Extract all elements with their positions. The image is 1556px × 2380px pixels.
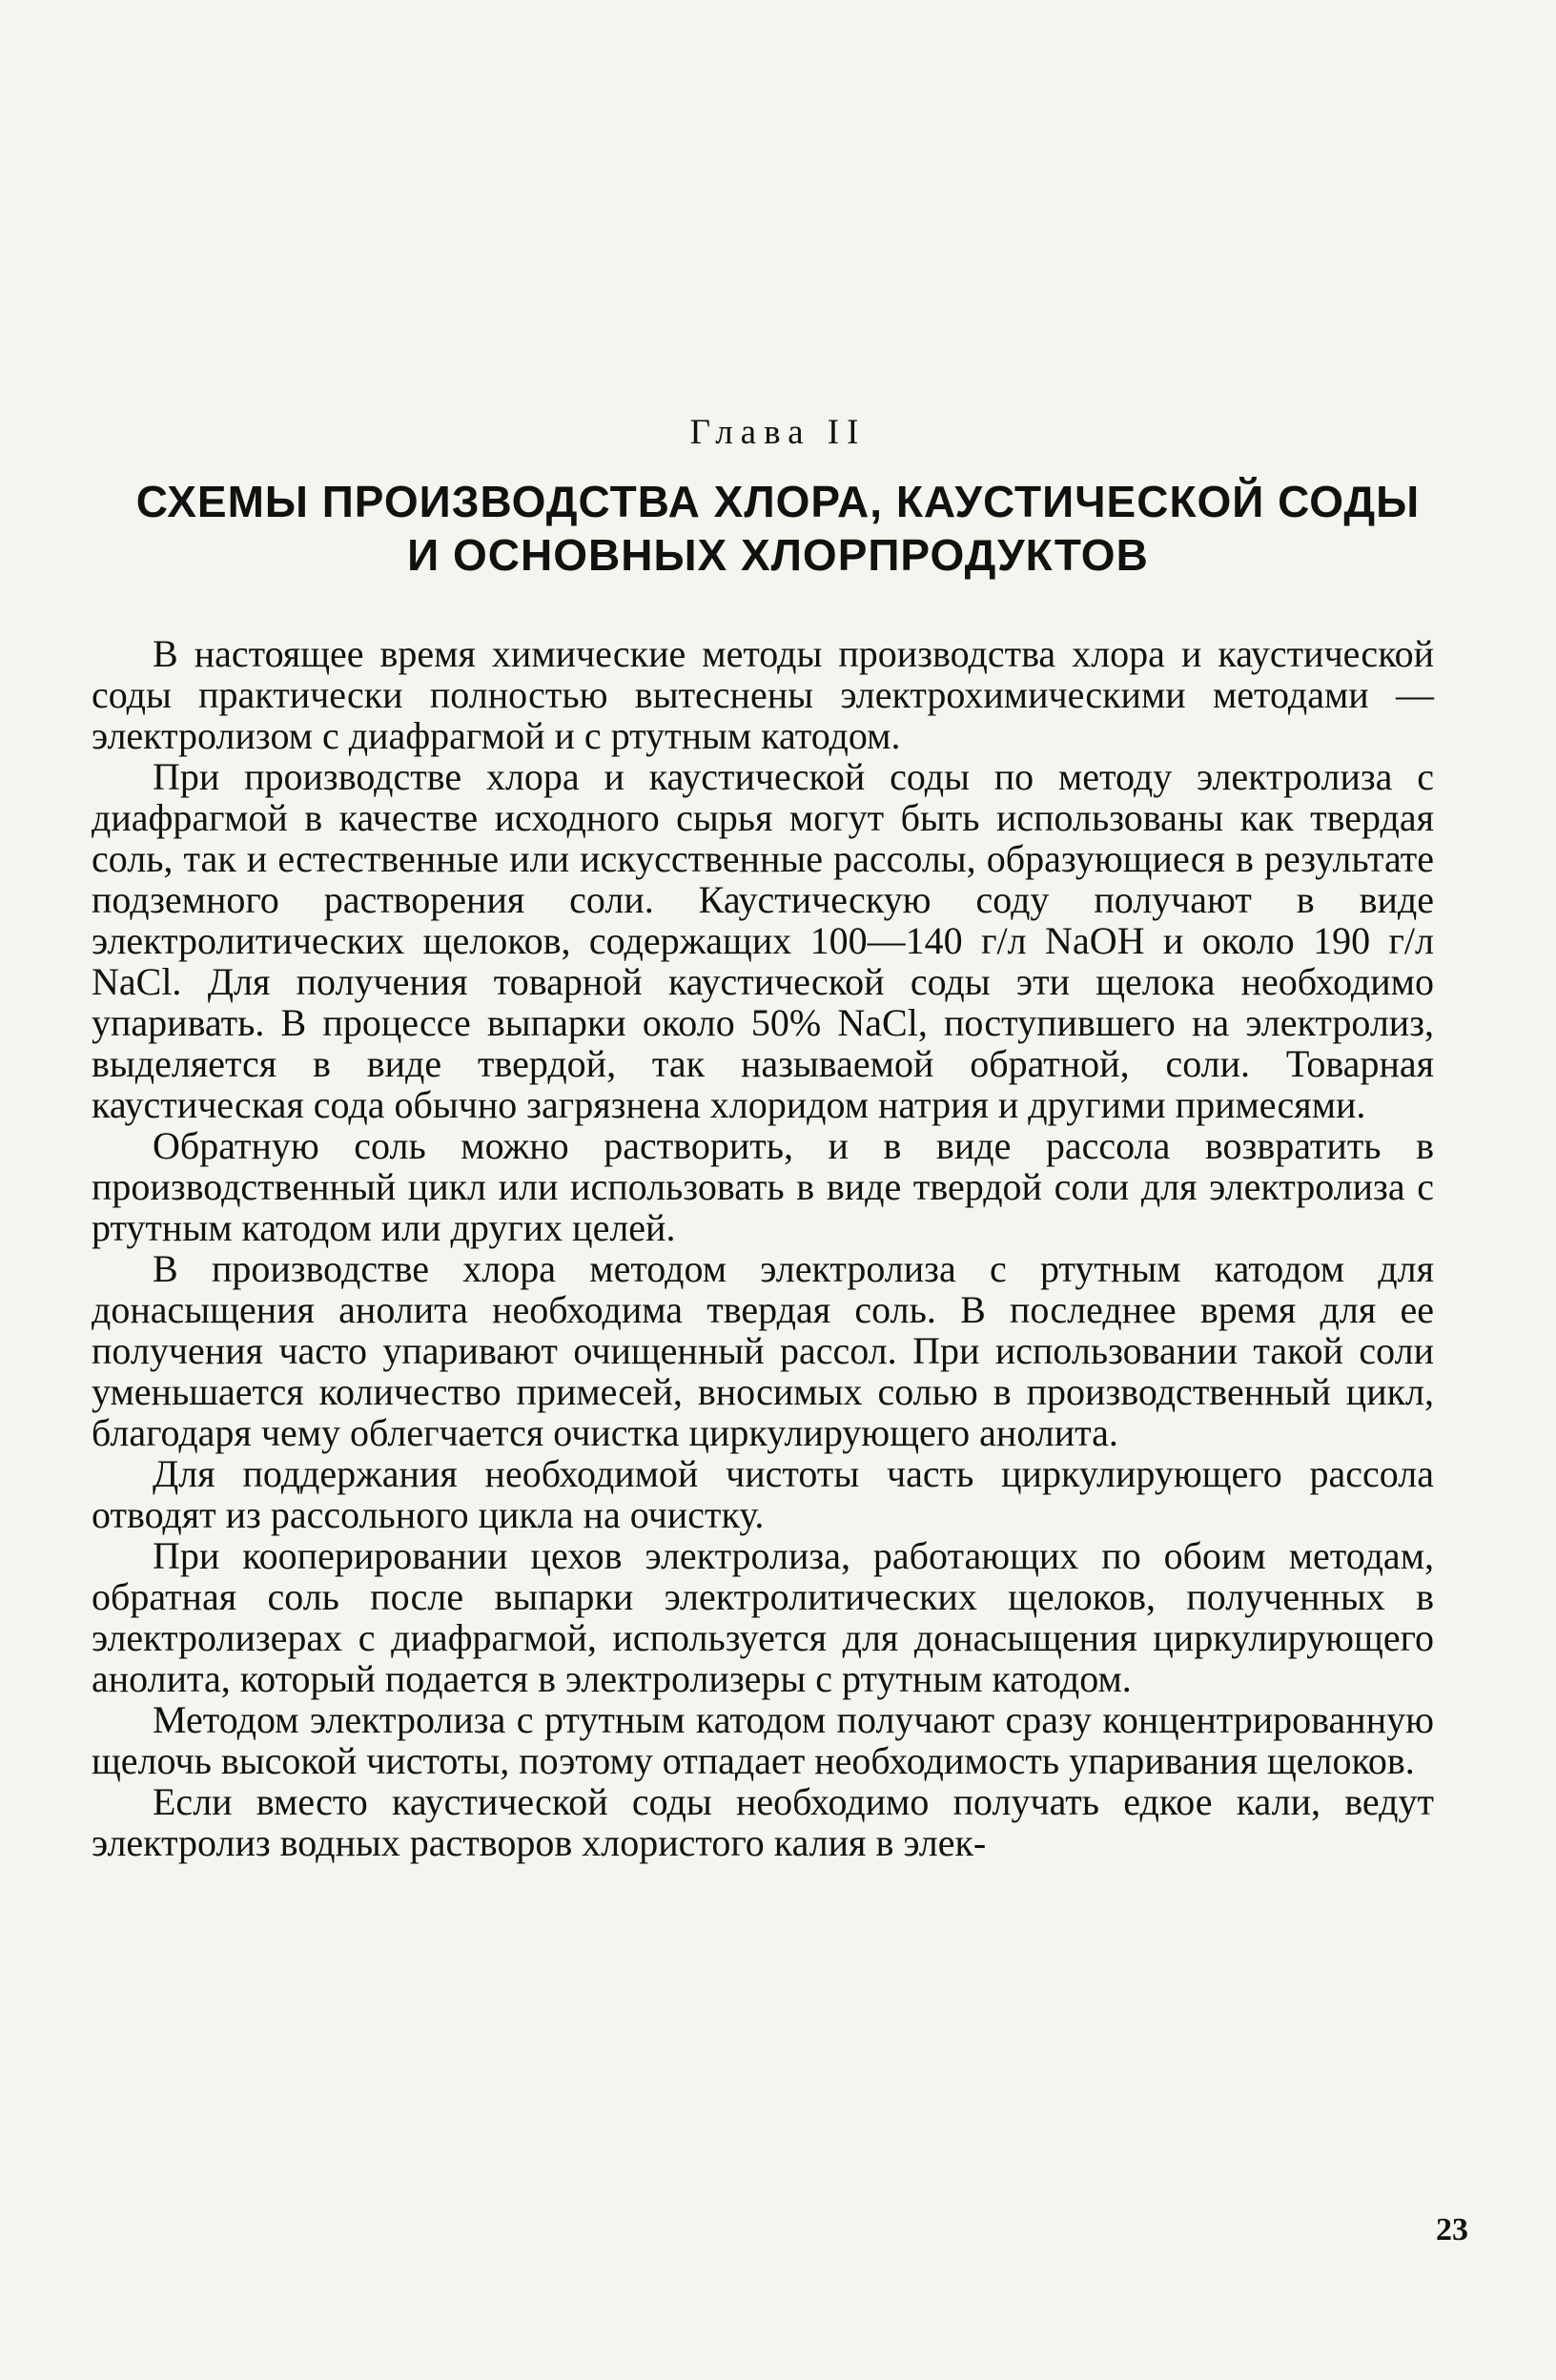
- body-text: [92, 633, 1434, 1863]
- chapter-title-line-1: СХЕМЫ ПРОИЗВОДСТВА ХЛОРА, КАУСТИЧЕСКОЙ СОДЫ: [135, 477, 1421, 526]
- paragraph: В производстве хлора методом электролиза с ртутным катодом для донасыщения анолита необходима твердая соль. В последнее время для ее получения часто упаривают очищенный рассол. При использовании такой соли уменьшается количество примесей, вносимых солью в производственный цикл, благодаря чему облегчается очистка циркулирующего анолита.: [92, 1247, 1434, 1454]
- chapter-title: [76, 475, 1480, 582]
- paragraph: Методом электролиза с ртутным катодом получают сразу концентрированную щелочь высокой чистоты, поэтому отпадает необходимость упаривания щелоков.: [92, 1698, 1434, 1782]
- paragraph: При кооперировании цехов электролиза, работающих по обоим методам, обратная соль после выпарки электролитических щелоков, полученных в электролизерах с диафрагмой, используется для донасыщения циркулирующего анолита, который подается в электролизеры с ртутным катодом.: [92, 1534, 1434, 1700]
- chapter-label: Глава II: [689, 413, 867, 452]
- paragraph: Если вместо каустической соды необходимо получать едкое кали, ведут электролиз водных растворов хлористого калия в элек-: [92, 1780, 1434, 1864]
- chapter-title-line-2: И ОСНОВНЫХ ХЛОРПРОДУКТОВ: [407, 530, 1149, 580]
- paragraph: При производстве хлора и каустической соды по методу электролиза с диафрагмой в качестве исходного сырья могут быть использованы как твердая соль, так и естественные или искусственные рассолы, образующиеся в результате подземного растворения соли. Каустическую соду получают в виде электролитических щелоков, содержащих 100—140 г/л NaOH и около 190 г/л NaCl. Для получения товарной каустической соды эти щелока необходимо упаривать. В процессе выпарки около 50% NaCl, поступившего на электролиз, выделяется в виде твердой, так называемой обратной, соли. Товарная каустическая сода обычно загрязнена хлоридом натрия и другими примесями.: [92, 755, 1434, 1126]
- paragraph: Обратную соль можно растворить, и в виде рассола возвратить в производственный цикл или использовать в виде твердой соли для электролиза с ртутным катодом или других целей.: [92, 1124, 1434, 1249]
- page-number: 23: [1436, 2212, 1468, 2247]
- paragraph: В настоящее время химические методы производства хлора и каустической соды практически полностью вытеснены электрохимическими методами — электролизом с диафрагмой и с ртутным катодом.: [92, 632, 1434, 757]
- paragraph: Для поддержания необходимой чистоты часть циркулирующего рассола отводят из рассольного цикла на очистку.: [92, 1452, 1434, 1536]
